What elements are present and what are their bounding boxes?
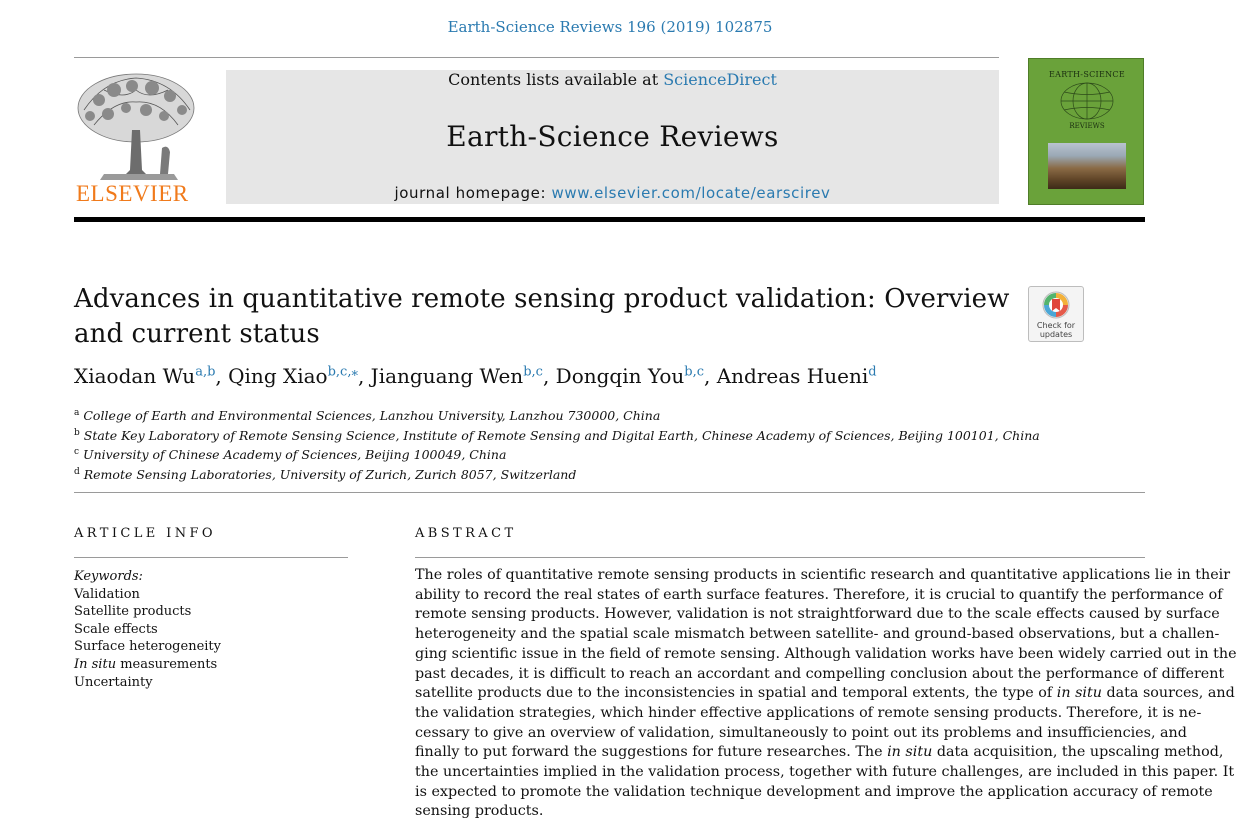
- header-bottom-rule: [74, 217, 1145, 222]
- abstract-line: past decades, it is difficult to reach an accordant and compelling conclusion about the performance of different: [415, 665, 1225, 682]
- author-affiliation-marks[interactable]: b,c: [684, 364, 704, 380]
- globe-icon: [1059, 81, 1115, 121]
- keyword-item: Surface heterogeneity: [74, 639, 221, 655]
- contents-line: [226, 70, 999, 90]
- section-divider: [74, 492, 1145, 493]
- abstract-line: ging scientific issue in the field of remote sensing. Although validation works have been widely carried out in the: [415, 645, 1237, 662]
- journal-cover[interactable]: [1028, 58, 1144, 205]
- affiliation-item: $^c$ University of Chinese Academy of Sciences, Beijing 100049, China: [74, 447, 507, 463]
- cover-subtitle: REVIEWS: [1069, 122, 1105, 130]
- abstract-line: heterogeneity and the spatial scale mismatch between satellite- and ground-based observations, but a challen-: [415, 626, 1220, 643]
- cover-title: EARTH-SCIENCE: [1049, 70, 1125, 79]
- article-info-rule: [74, 557, 348, 558]
- cover-photo: [1048, 143, 1126, 189]
- journal-title[interactable]: Earth-Science Reviews: [446, 120, 779, 153]
- author-name[interactable]: Dongqin You: [555, 364, 685, 388]
- journal-citation[interactable]: Earth-Science Reviews 196 (2019) 102875: [447, 18, 773, 36]
- author-affiliation-marks[interactable]: b,c,⁎: [327, 364, 358, 380]
- abstract-line: satellite products due to the inconsistencies in spatial and temporal extents, the type of in situ data sources, and: [415, 685, 1235, 702]
- homepage-prefix: journal homepage:: [394, 184, 552, 202]
- sciencedirect-link[interactable]: ScienceDirect: [663, 70, 777, 89]
- abstract-line: ability to record the real states of earth surface features. Therefore, it is crucial to quantify the performance of: [415, 586, 1223, 603]
- check-updates-label: Check for updates: [1036, 321, 1076, 339]
- abstract-rule: [415, 557, 1145, 558]
- abstract-line: is expected to promote the validation technique development and improve the application accuracy of remote: [415, 783, 1213, 800]
- keywords-label: Keywords:: [74, 569, 143, 584]
- author-name[interactable]: Xiaodan Wu: [74, 364, 196, 388]
- contents-prefix: Contents lists available at: [448, 70, 664, 89]
- author-list: Xiaodan Wu$^{a,b}$, Qing Xiao$^{b,c,⁎}$, Jianguang Wen$^{b,c}$, Dongqin You$^{b,c}$, Andreas Hueni$^d$: [74, 364, 877, 388]
- elsevier-wordmark: ELSEVIER: [76, 181, 189, 206]
- author-affiliation-marks[interactable]: d: [868, 364, 877, 380]
- affiliation-list: [74, 405, 1040, 484]
- abstract-line: finally to put forward the suggestions for future researches. The in situ data acquisition, the upscaling method,: [415, 744, 1224, 761]
- check-for-updates-button[interactable]: [1028, 286, 1084, 342]
- abstract-line: The roles of quantitative remote sensing products in scientific research and quantitative applications lie in their: [415, 567, 1231, 583]
- keyword-item: Validation: [74, 586, 140, 602]
- check-updates-icon: [1041, 290, 1071, 320]
- author-name[interactable]: Jianguang Wen: [370, 364, 524, 388]
- affiliation-item: $^a$ College of Earth and Environmental Sciences, Lanzhou University, Lanzhou 730000, China: [74, 408, 661, 424]
- keyword-item: In situ measurements: [74, 656, 218, 672]
- keywords-block: [74, 568, 221, 691]
- homepage-line: [226, 184, 999, 202]
- journal-banner: [226, 70, 999, 204]
- author-name[interactable]: Qing Xiao: [228, 364, 328, 388]
- keyword-item: Satellite products: [74, 604, 192, 620]
- abstract-line: cessary to give an overview of validation, simultaneously to point out its problems and insufficiencies, and: [415, 724, 1187, 741]
- author-name[interactable]: Andreas Hueni: [716, 364, 869, 388]
- affiliation-item: $^b$ State Key Laboratory of Remote Sensing Science, Institute of Remote Sensing and Digital Earth, Chinese Academy of Sciences, Beijing 100101, China: [74, 427, 1040, 443]
- abstract-line: the uncertainties implied in the validation process, together with future challenges, are included in this paper. It: [415, 764, 1235, 781]
- keyword-item: Uncertainty: [74, 674, 153, 690]
- article-title: Advances in quantitative remote sensing product validation: Overview and current status: [74, 284, 1010, 349]
- abstract-line: the validation strategies, which hinder effective applications of remote sensing products. Therefore, it is ne-: [415, 704, 1202, 721]
- abstract-body: [415, 566, 1237, 822]
- abstract-heading: ABSTRACT: [415, 526, 517, 541]
- journal-homepage-link[interactable]: www.elsevier.com/locate/earscirev: [551, 184, 831, 202]
- keyword-item: Scale effects: [74, 621, 158, 637]
- author-affiliation-marks[interactable]: b,c: [523, 364, 543, 380]
- abstract-line: sensing products.: [415, 803, 544, 820]
- abstract-line: remote sensing products. However, validation is not straightforward due to the scale effects caused by surface: [415, 606, 1220, 623]
- article-info-heading: ARTICLE INFO: [74, 526, 216, 541]
- affiliation-item: $^d$ Remote Sensing Laboratories, University of Zurich, Zurich 8057, Switzerland: [74, 466, 577, 483]
- author-affiliation-marks[interactable]: a,b: [195, 364, 216, 380]
- top-divider: [74, 57, 999, 58]
